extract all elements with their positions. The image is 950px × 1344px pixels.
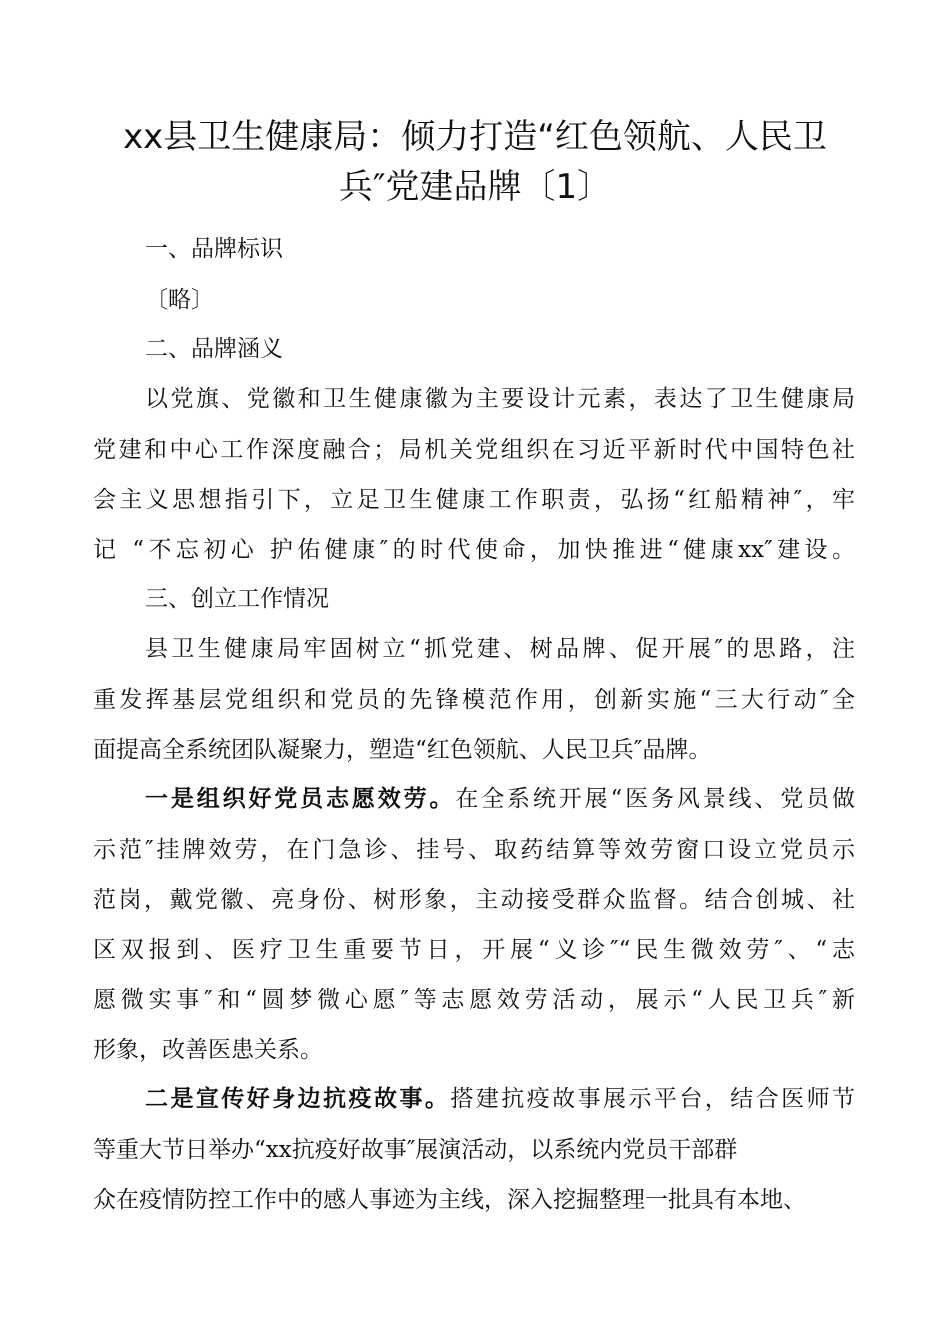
item-1-text: 在全系统开展“医务风景线、党员做 bbox=[455, 786, 855, 812]
paragraph-line: 记 “不忘初心 护佑健康″的时代使命，加快推进“健康xx″建设。 bbox=[93, 537, 855, 563]
section-heading-brand-meaning: 二、品牌涵义 bbox=[145, 336, 283, 362]
item-2-lead: 二是宣传好身边抗疫故事。 bbox=[145, 1086, 451, 1112]
item-1-lead: 一是组织好党员志愿效劳。 bbox=[145, 786, 456, 812]
paragraph-line: 党建和中心工作深度融合；局机关党组织在习近平新时代中国特色社 bbox=[93, 437, 855, 463]
document-title-line-2: 兵″党建品牌〔1〕 bbox=[338, 167, 612, 207]
paragraph-line-item-1 bbox=[145, 783, 855, 815]
paragraph-line: 县卫生健康局牢固树立“抓党建、树品牌、促开展″的思路，注 bbox=[145, 636, 855, 662]
paragraph-line: 重发挥基层党组织和党员的先锋模范作用，创新实施“三大行动″全 bbox=[93, 687, 855, 713]
paragraph-line: 范岗，戴党徽、亮身份、树形象，主动接受群众监督。结合创城、社 bbox=[93, 887, 855, 913]
paragraph-line: 会主义思想指引下，立足卫生健康工作职责，弘扬“红船精神″，牢 bbox=[93, 487, 855, 513]
section-content-omitted: 〔略〕 bbox=[145, 287, 214, 313]
paragraph-line: 区双报到、医疗卫生重要节日，开展“义诊″“民生微效劳″、“志 bbox=[93, 937, 855, 963]
paragraph-line: 以党旗、党徽和卫生健康徽为主要设计元素，表达了卫生健康局 bbox=[145, 386, 855, 412]
paragraph-line: 众在疫情防控工作中的感人事迹为主线，深入挖掘整理一批具有本地、 bbox=[93, 1187, 806, 1213]
paragraph-line: 面提高全系统团队凝聚力，塑造“红色领航、人民卫兵″品牌。 bbox=[93, 737, 712, 763]
section-heading-work-status: 三、创立工作情况 bbox=[145, 586, 329, 612]
paragraph-line: 形象，改善医患关系。 bbox=[93, 1037, 323, 1063]
paragraph-line-item-2 bbox=[145, 1083, 855, 1115]
paragraph-line: 愿微实事″和“圆梦微心愿″等志愿效劳活动，展示“人民卫兵″新 bbox=[93, 987, 855, 1013]
item-2-text: 搭建抗疫故事展示平台，结合医师节 bbox=[450, 1086, 856, 1112]
section-heading-brand-logo: 一、品牌标识 bbox=[145, 236, 283, 262]
document-title-line-1: xx县卫生健康局：倾力打造“红色领航、人民卫 bbox=[123, 117, 827, 157]
paragraph-line: 示范″挂牌效劳，在门急诊、挂号、取药结算等效劳窗口设立党员示 bbox=[93, 837, 855, 863]
paragraph-line: 等重大节日举办“xx抗疫好故事″展演活动，以系统内党员干部群 bbox=[93, 1137, 738, 1163]
